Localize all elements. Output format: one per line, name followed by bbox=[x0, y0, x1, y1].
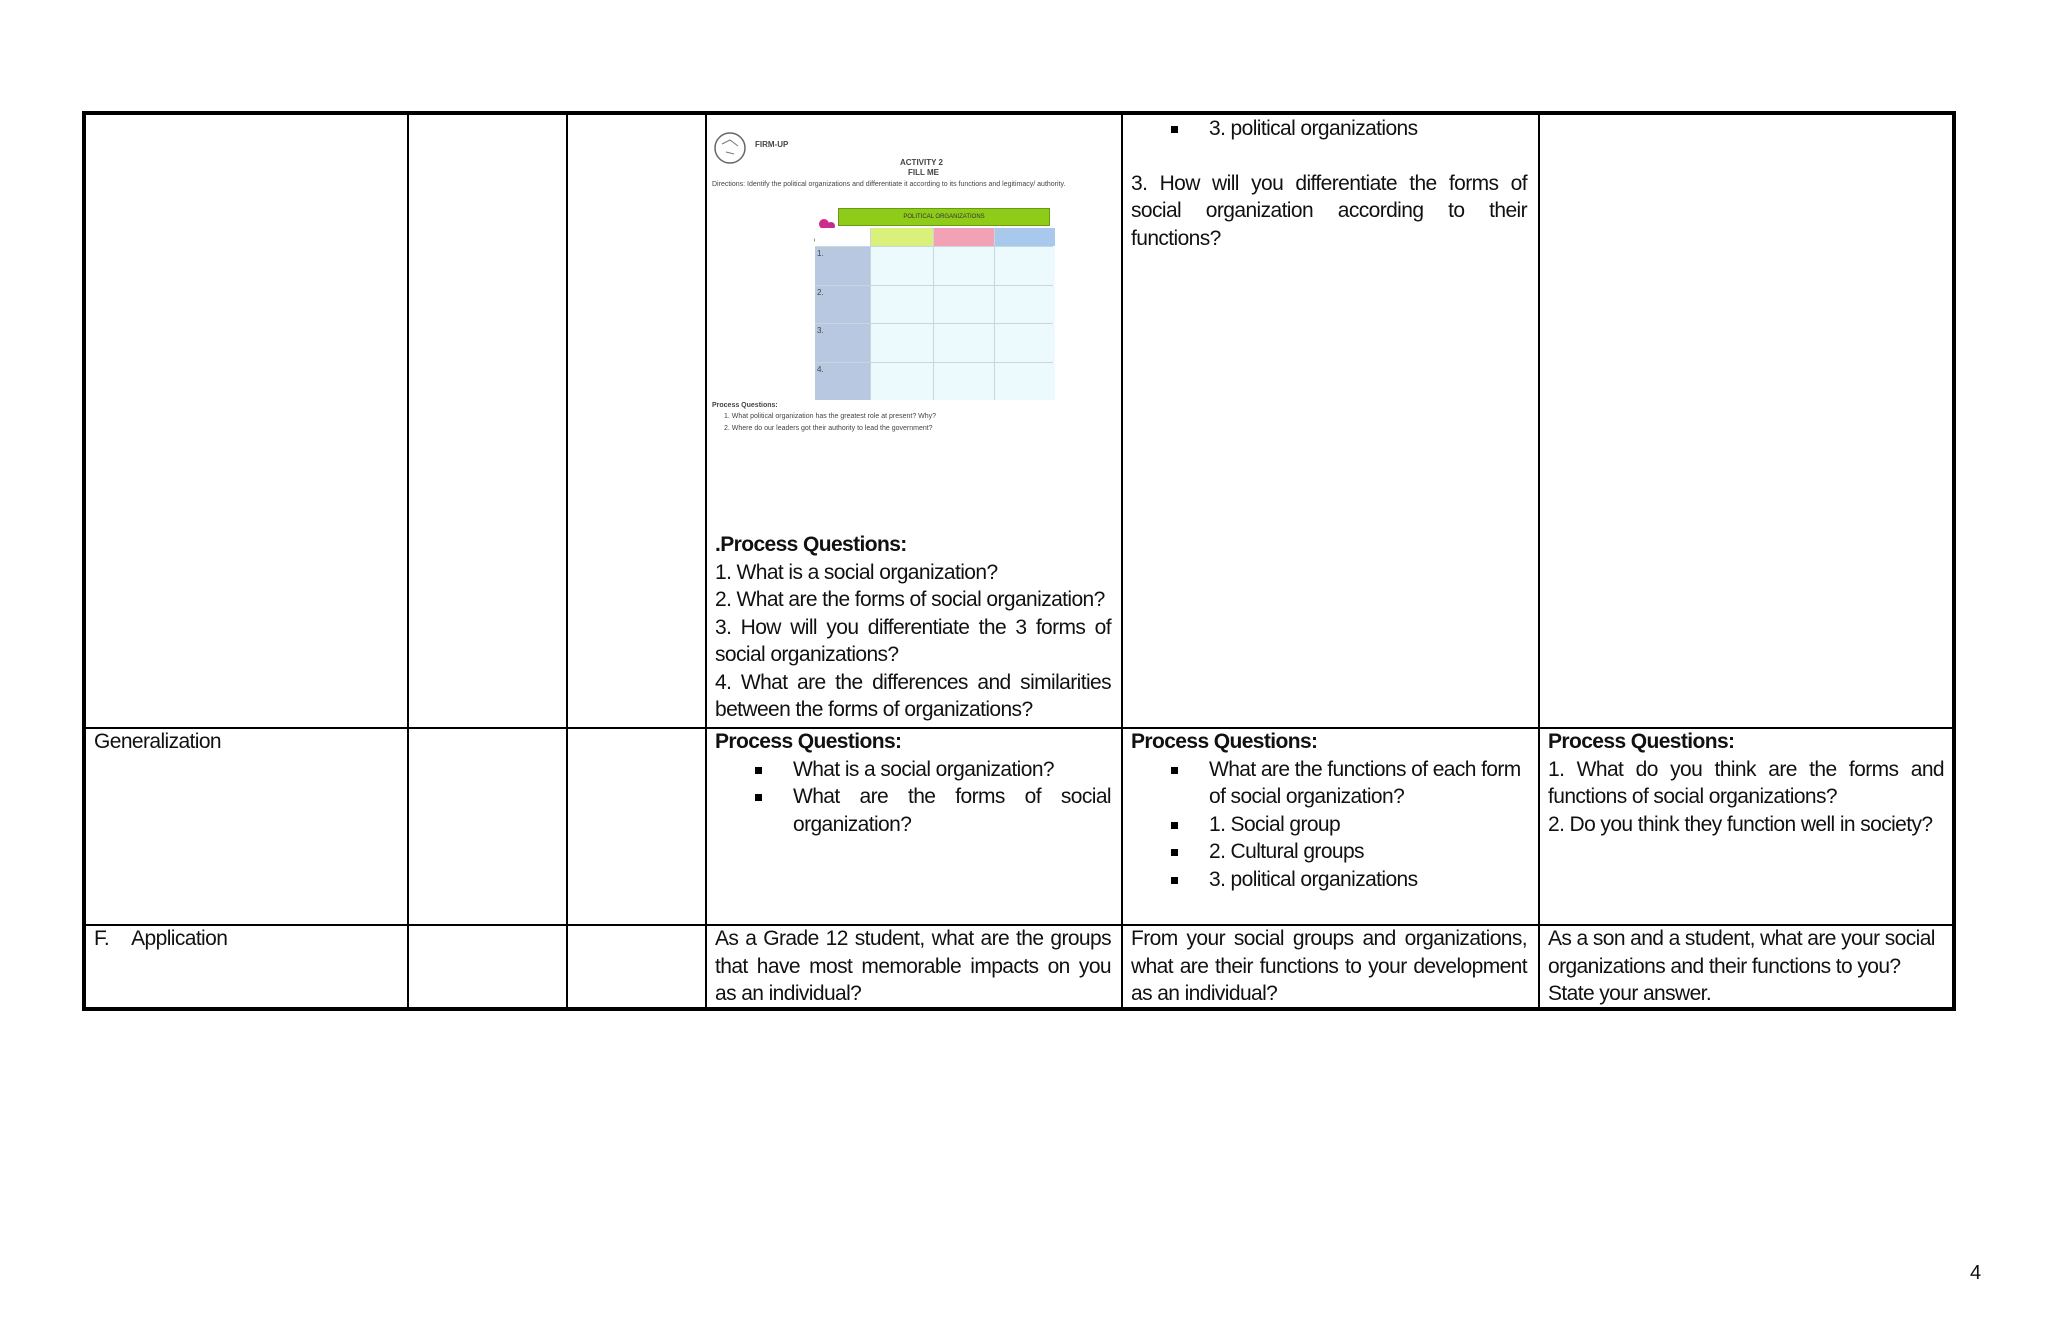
row-letter: F. bbox=[94, 927, 110, 950]
activity-worksheet-image bbox=[710, 128, 1110, 448]
question-item: 4. What are the differences and similarities between the forms of organizations? bbox=[715, 670, 1111, 721]
bullet-item: What is a social organization? bbox=[793, 756, 1111, 784]
image-heading: FIRM-UP bbox=[755, 140, 789, 149]
image-row-number: 2. bbox=[815, 286, 870, 324]
bullet-item: 1. Social group bbox=[1209, 811, 1527, 839]
image-row-number: 3. bbox=[815, 324, 870, 362]
bullet-item: 2. Cultural groups bbox=[1209, 838, 1527, 866]
bullet-item: 3. political organizations bbox=[1209, 866, 1527, 894]
row3-col4-text: As a Grade 12 student, what are the groups that have most memorable impacts on you as an individual? bbox=[715, 927, 1111, 1005]
question-item: 2. What are the forms of social organization? bbox=[715, 588, 1105, 611]
row-label: Application bbox=[131, 927, 228, 950]
question-item: 1. What is a social organization? bbox=[715, 560, 998, 584]
row2-col5-text bbox=[1131, 728, 1527, 893]
row-label-generalization: Generalization bbox=[94, 730, 222, 753]
image-table-title: POLITICAL ORGANIZATIONS bbox=[838, 208, 1050, 226]
question-item: 2. Do you think they function well in society? bbox=[1548, 812, 1933, 836]
question-item: 1. What do you think are the forms and functions of social organizations? bbox=[1548, 757, 1944, 808]
image-process-question: 2. Where do our leaders got their authority to lead the government? bbox=[724, 425, 933, 432]
row1-col5-text bbox=[1131, 115, 1527, 252]
page-number: 4 bbox=[1970, 1262, 1982, 1284]
process-questions-heading: Process Questions: bbox=[715, 730, 902, 753]
row-label-application bbox=[94, 925, 227, 953]
row3-col5-text: From your social groups and organizations, what are their functions to your development as an individual? bbox=[1131, 927, 1527, 1005]
bullet-item: 3. political organizations bbox=[1209, 115, 1527, 143]
row1-col4-text bbox=[715, 531, 1111, 724]
question-item: 3. How will you differentiate the 3 forms of social organizations? bbox=[715, 615, 1111, 666]
logo-icon bbox=[712, 130, 752, 170]
question-item: 3. How will you differentiate the forms of social organization according to their functions? bbox=[1131, 171, 1527, 250]
row2-col6-text bbox=[1548, 728, 1944, 838]
image-title: ACTIVITY 2 bbox=[900, 158, 943, 167]
image-directions: Directions: Identify the political organizations and differentiate it according to its functions and legitimacy/ authority. bbox=[712, 181, 1066, 188]
image-process-question: 1. What political organization has the greatest role at present? Why? bbox=[724, 413, 937, 420]
image-row-number: 4. bbox=[815, 363, 870, 401]
image-subtitle: FILL ME bbox=[908, 168, 939, 177]
bullet-item: What are the forms of social organization? bbox=[793, 783, 1111, 838]
process-questions-heading: Process Questions: bbox=[1548, 730, 1735, 753]
row2-col4-text bbox=[715, 728, 1111, 838]
image-row-number: 1. bbox=[815, 247, 870, 285]
image-process-label: Process Questions: bbox=[712, 402, 778, 409]
process-questions-heading: .Process Questions: bbox=[715, 533, 907, 556]
bullet-item: What are the functions of each form of social organization? bbox=[1209, 756, 1527, 811]
row3-col6-text: As a son and a student, what are your social organizations and their functions to you? State your answer. bbox=[1548, 927, 1935, 1005]
process-questions-heading: Process Questions: bbox=[1131, 730, 1318, 753]
